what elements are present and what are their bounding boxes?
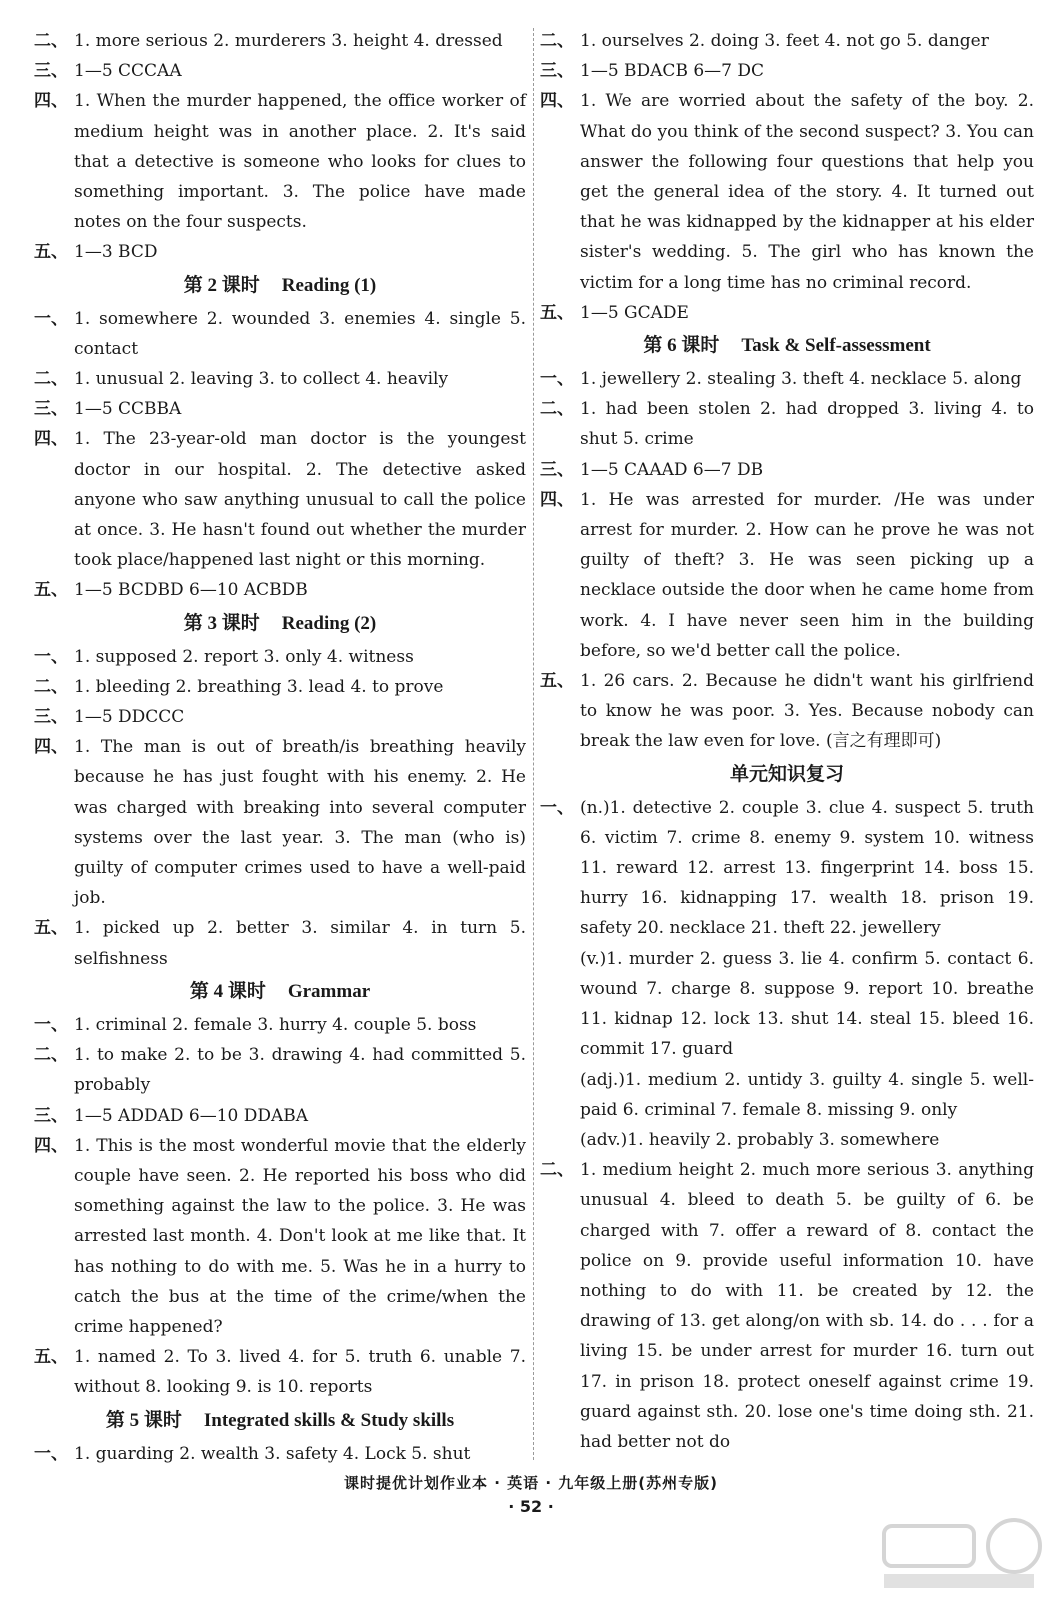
section-number: 三、 bbox=[540, 61, 574, 82]
answer-entry bbox=[540, 944, 1034, 1065]
lesson-heading bbox=[34, 976, 526, 1008]
section-number: 五、 bbox=[540, 671, 574, 692]
section-number: 三、 bbox=[34, 399, 68, 420]
answer-entry bbox=[540, 485, 1034, 666]
answer-text: 1. unusual 2. leaving 3. to collect 4. heavily bbox=[74, 369, 449, 390]
answer-text: 1. more serious 2. murderers 3. height 4. dressed bbox=[74, 31, 503, 51]
section-number: 三、 bbox=[540, 459, 574, 480]
answer-entry bbox=[34, 732, 526, 913]
lesson-heading bbox=[540, 330, 1034, 362]
answer-entry bbox=[34, 672, 526, 702]
answer-text: 1. 26 cars. 2. Because he didn't want his girlfriend to know he was poor. 3. Yes. Because nobody can break the law even for love. (言之有理即可) bbox=[580, 671, 1034, 752]
lesson-title: Task & Self-assessment bbox=[741, 335, 931, 357]
answer-entry bbox=[34, 304, 526, 364]
answer-entry bbox=[540, 298, 1034, 328]
section-number: 五、 bbox=[34, 1347, 68, 1368]
answer-text: 1. When the murder happened, the office worker of medium height was in another place. 2. It's said that a detective is someone who looks for clues to something important. 3. The police have made notes on the four suspects. bbox=[74, 91, 526, 233]
answer-text: (adj.)1. medium 2. untidy 3. guilty 4. single 5. well-paid 6. criminal 7. female 8. missing 9. only bbox=[580, 1069, 1034, 1120]
answer-text: (adv.)1. heavily 2. probably 3. somewhere bbox=[580, 1129, 940, 1150]
answer-text: 1. picked up 2. better 3. similar 4. in turn 5. selfishness bbox=[74, 918, 526, 969]
answer-text: 1. medium height 2. much more serious 3. anything unusual 4. bleed to death 5. be guilty of 6. be charged with 7. offer a reward of 8. contact the police on 9. provide useful information 10. have nothing to do with 11. be created by 12. the drawing of 13. get along/on with sb. 14. do . . . for a living 15. be under arrest for murder 16. turn out 17. in prison 18. protect oneself against crime 19. guard against sth. 20. lose one's time doing sth. 21. had better not do bbox=[580, 1160, 1034, 1452]
section-number: 五、 bbox=[34, 918, 68, 939]
section-number: 三、 bbox=[34, 61, 68, 82]
section-number: 三、 bbox=[34, 707, 68, 728]
section-number: 五、 bbox=[34, 580, 68, 601]
section-number: 一、 bbox=[540, 369, 574, 390]
answer-text: 1. to make 2. to be 3. drawing 4. had committed 5. probably bbox=[74, 1045, 526, 1096]
answer-entry bbox=[34, 86, 526, 237]
lesson-heading bbox=[540, 759, 1034, 791]
answer-entry bbox=[34, 1439, 526, 1469]
answer-text: 1. jewellery 2. stealing 3. theft 4. necklace 5. along bbox=[580, 369, 1022, 390]
section-number: 一、 bbox=[34, 1443, 68, 1464]
answer-entry bbox=[540, 394, 1034, 454]
section-number: 二、 bbox=[540, 31, 574, 51]
answer-text: 1—5 BDACB 6—7 DC bbox=[580, 61, 765, 82]
page-number: · 52 · bbox=[508, 1497, 554, 1516]
answer-entry bbox=[34, 575, 526, 605]
section-number: 一、 bbox=[34, 646, 68, 667]
answer-text: 1—5 ADDAD 6—10 DDABA bbox=[74, 1105, 309, 1126]
section-number: 二、 bbox=[34, 676, 68, 697]
answer-entry bbox=[34, 1131, 526, 1342]
answer-text: 1. guarding 2. wealth 3. safety 4. Lock 5. shut bbox=[74, 1443, 471, 1464]
watermark-logo-icon bbox=[874, 1512, 1044, 1592]
answer-entry bbox=[34, 642, 526, 672]
lesson-number: 第 2 课时 bbox=[183, 274, 260, 296]
answer-text: (n.)1. detective 2. couple 3. clue 4. suspect 5. truth 6. victim 7. crime 8. enemy 9. system 10. witness 11. reward 12. arrest 13. fingerprint 14. boss 15. hurry 16. kidnapping 17. wealth 18. prison 19. safety 20. necklace 21. theft 22. jewellery bbox=[580, 797, 1034, 939]
footer-book-title: 课时提优计划作业本 · 英语 · 九年级上册(苏州专版) bbox=[344, 1474, 718, 1492]
answer-text: 1—3 BCD bbox=[74, 242, 158, 263]
answer-text: 1. had been stolen 2. had dropped 3. living 4. to shut 5. crime bbox=[580, 399, 1034, 450]
answer-entry bbox=[34, 364, 526, 394]
answer-entry bbox=[540, 364, 1034, 394]
answer-entry bbox=[34, 394, 526, 424]
answer-text: 1. bleeding 2. breathing 3. lead 4. to prove bbox=[74, 676, 444, 697]
answer-entry bbox=[34, 56, 526, 86]
answer-entry bbox=[540, 86, 1034, 297]
section-number: 二、 bbox=[34, 1045, 68, 1066]
answer-text: 1—5 CAAAD 6—7 DB bbox=[580, 459, 764, 480]
answer-text: 1—5 DDCCC bbox=[74, 707, 185, 728]
answer-entry bbox=[34, 1010, 526, 1040]
answer-entry bbox=[34, 1101, 526, 1131]
answer-text: 1. The 23-year-old man doctor is the youngest doctor in our hospital. 2. The detective asked anyone who saw anything unusual to call the police at once. 3. He hasn't found out whether the murder took place/happened last night or this morning. bbox=[74, 429, 526, 571]
answer-text: 1—5 BCDBD 6—10 ACBDB bbox=[74, 580, 308, 601]
lesson-number: 第 4 课时 bbox=[189, 980, 266, 1002]
lesson-heading bbox=[34, 270, 526, 302]
lesson-number: 第 3 课时 bbox=[183, 612, 260, 634]
lesson-number: 第 6 课时 bbox=[643, 335, 720, 357]
answer-text: 1. He was arrested for murder. /He was under arrest for murder. 2. How can he prove he was not guilty of theft? 3. He was seen picking up a necklace outside the door when he came home from work. 4. I have never seen him in the building before, so we'd better call the police. bbox=[580, 489, 1034, 661]
left-column bbox=[34, 26, 526, 1469]
answer-text: 1—5 CCCAA bbox=[74, 61, 182, 82]
answer-entry bbox=[540, 56, 1034, 86]
column-divider bbox=[533, 28, 534, 1460]
section-number: 一、 bbox=[540, 797, 574, 818]
answer-entry bbox=[540, 1125, 1034, 1155]
lesson-number: 第 5 课时 bbox=[105, 1409, 182, 1431]
answer-entry bbox=[540, 793, 1034, 944]
answer-entry bbox=[540, 455, 1034, 485]
section-number: 三、 bbox=[34, 1105, 68, 1126]
answer-text: 1. supposed 2. report 3. only 4. witness bbox=[74, 646, 414, 667]
lesson-title: Reading (1) bbox=[281, 274, 377, 296]
answer-entry bbox=[540, 666, 1034, 757]
answer-text: 1. ourselves 2. doing 3. feet 4. not go 5. danger bbox=[580, 31, 989, 51]
answer-text: (v.)1. murder 2. guess 3. lie 4. confirm 5. contact 6. wound 7. charge 8. suppose 9. report 10. breathe 11. kidnap 12. lock 13. shut 14. steal 15. bleed 16. commit 17. guard bbox=[580, 948, 1034, 1060]
lesson-title: Reading (2) bbox=[281, 612, 377, 634]
section-number: 四、 bbox=[34, 737, 68, 758]
section-number: 二、 bbox=[34, 369, 68, 390]
lesson-heading bbox=[34, 608, 526, 640]
section-number: 二、 bbox=[540, 399, 574, 420]
answer-text: 1. somewhere 2. wounded 3. enemies 4. single 5. contact bbox=[74, 308, 526, 359]
lesson-number: 单元知识复习 bbox=[729, 763, 844, 785]
right-column bbox=[540, 26, 1034, 1457]
answer-text: 1. We are worried about the safety of the boy. 2. What do you think of the second suspect? 3. You can answer the following four questions that help you get the general idea of the story. 4. It turned out that he was kidnapped by the kidnapper at his elder sister's wedding. 5. The girl who has known the victim for a long time has no criminal record. bbox=[580, 91, 1034, 293]
answer-entry bbox=[34, 702, 526, 732]
section-number: 二、 bbox=[540, 1160, 574, 1181]
lesson-title: Integrated skills & Study skills bbox=[203, 1409, 455, 1431]
answer-text: 1. criminal 2. female 3. hurry 4. couple 5. boss bbox=[74, 1014, 477, 1035]
answer-entry bbox=[34, 237, 526, 267]
answer-text: 1—5 GCADE bbox=[580, 302, 689, 323]
section-number: 四、 bbox=[34, 1135, 68, 1156]
lesson-heading bbox=[34, 1405, 526, 1437]
answer-text: 1. This is the most wonderful movie that the elderly couple have seen. 2. He reported his boss who did something against the law to the police. 3. He was arrested last month. 4. Don't look at me like that. It has nothing to do with me. 5. Was he in a hurry to catch the bus at the time of the crime/when the crime happened? bbox=[74, 1135, 526, 1337]
section-number: 五、 bbox=[540, 302, 574, 323]
section-number: 四、 bbox=[540, 489, 574, 510]
answer-entry bbox=[34, 1040, 526, 1100]
answer-entry bbox=[540, 1155, 1034, 1457]
section-number: 四、 bbox=[540, 91, 574, 112]
section-number: 五、 bbox=[34, 242, 68, 263]
section-number: 四、 bbox=[34, 429, 68, 450]
answer-text: 1. named 2. To 3. lived 4. for 5. truth 6. unable 7. without 8. looking 9. is 10. reports bbox=[74, 1347, 526, 1398]
answer-entry bbox=[34, 424, 526, 575]
section-number: 一、 bbox=[34, 308, 68, 329]
answer-entry bbox=[34, 26, 526, 56]
answer-entry bbox=[34, 1342, 526, 1402]
section-number: 二、 bbox=[34, 31, 68, 51]
answer-text: 1—5 CCBBA bbox=[74, 399, 182, 420]
section-number: 四、 bbox=[34, 91, 68, 112]
answer-entry bbox=[540, 26, 1034, 56]
answer-text: 1. The man is out of breath/is breathing heavily because he has just fought with his enemy. 2. He was charged with breaking into several computer systems over the last year. 3. The man (who is) guilty of computer crimes used to have a well-paid job. bbox=[74, 737, 526, 909]
section-number: 一、 bbox=[34, 1014, 68, 1035]
answer-entry bbox=[540, 1065, 1034, 1125]
lesson-title: Grammar bbox=[287, 980, 371, 1002]
answer-entry bbox=[34, 913, 526, 973]
